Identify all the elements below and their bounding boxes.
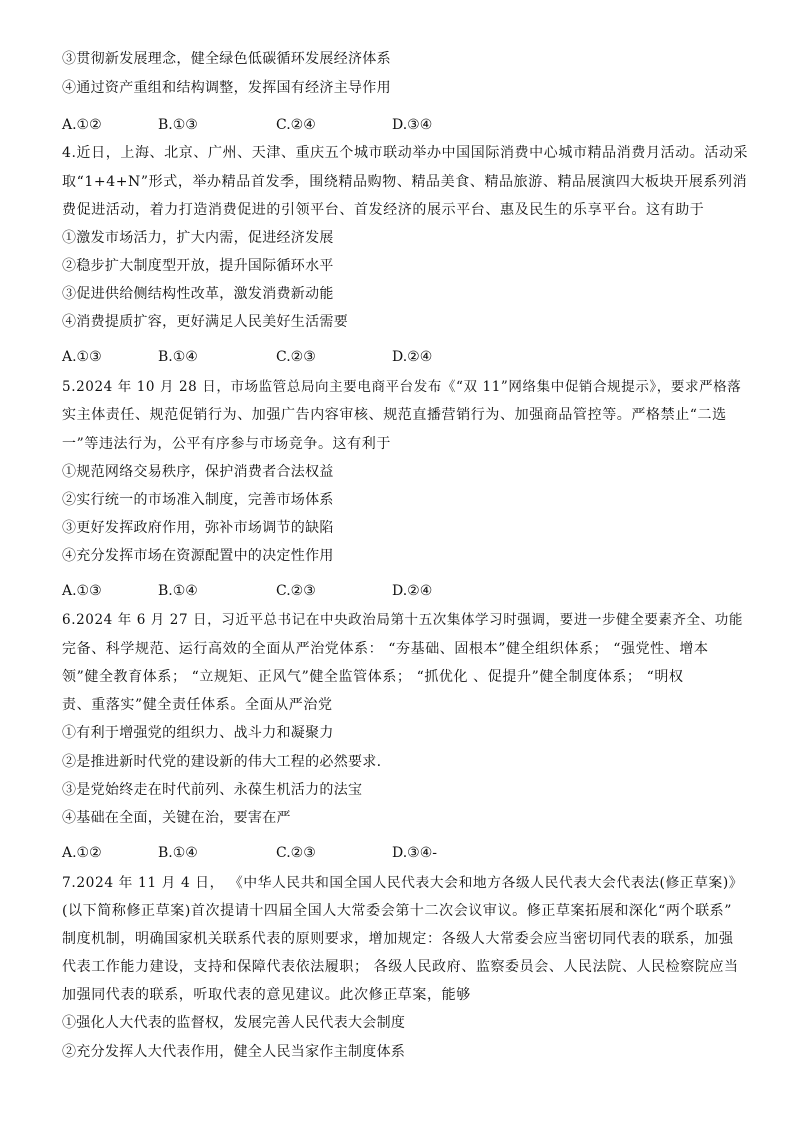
q6-stem-line-4: 责、重落实”健全责任体系。全面从严治党 [62,697,333,713]
q6-stem-line-1: 6.2024 年 6 月 27 日，习近平总书记在中央政治局第十五次集体学习时强调，要进一步健全要素齐全、功能 [62,612,743,628]
q5-stem-line-1: 5.2024 年 10 月 28 日，市场监管总局向主要电商平台发布《“双 11”网络集中促销合规提示》，要求严格落 [62,379,742,395]
q6-option-a[interactable]: A.①② [62,845,102,861]
q5-item-2: ②实行统一的市场准入制度，完善市场体系 [62,492,334,508]
q4-option-d[interactable]: D.②④ [392,349,433,365]
q7-item-1: ①强化人大代表的监督权，发展完善人民代表大会制度 [62,1015,406,1031]
q4-stem-line-1: 4.近日，上海、北京、广州、天津、重庆五个城市联动举办中国国际消费中心城市精品消费月活动。活动采 [62,145,749,161]
q3-item-4: ④通过资产重组和结构调整，发挥国有经济主导作用 [62,80,391,96]
q4-option-a[interactable]: A.①③ [62,349,102,365]
q7-stem-line-4: 代表工作能力建设，支持和保障代表依法履职； 各级人民政府、监察委员会、人民法院、人民检察院应当 [62,959,739,975]
q7-stem-line-2: (以下简称修正草案)首次提请十四届全国人大常委会第十二次会议审议。修正草案拓展和深化“两个联系” [62,903,733,919]
q4-stem-line-2: 取“1+4+N”形式，举办精品首发季，围绕精品购物、精品美食、精品旅游、精品展演四大板块开展系列消 [62,174,748,190]
q5-stem-line-3: 一”等违法行为，公平有序参与市场竞争。这有利于 [62,436,391,452]
q6-item-4: ④基础在全面，关键在治，要害在严 [62,810,291,826]
q3-option-b[interactable]: B.①③ [158,117,198,133]
q6-option-b[interactable]: B.①④ [158,845,198,861]
q3-item-3: ③贯彻新发展理念，健全绿色低碳循环发展经济体系 [62,51,391,67]
q3-option-d[interactable]: D.③④ [392,117,433,133]
q6-item-2: ②是推进新时代党的建设新的伟大工程的必然要求. [62,754,382,770]
q5-option-c[interactable]: C.②③ [276,583,316,599]
q5-item-1: ①规范网络交易秩序，保护消费者合法权益 [62,464,334,480]
q4-item-1: ①激发市场活力，扩大内需，促进经济发展 [62,230,334,246]
q5-option-d[interactable]: D.②④ [392,583,433,599]
q5-item-4: ④充分发挥市场在资源配置中的决定性作用 [62,548,334,564]
q4-item-4: ④消费提质扩容，更好满足人民美好生活需要 [62,314,348,330]
q4-option-c[interactable]: C.②③ [276,349,316,365]
q3-option-a[interactable]: A.①② [62,117,102,133]
q3-option-c[interactable]: C.②④ [276,117,316,133]
q7-item-2: ②充分发挥人大代表作用，健全人民当家作主制度体系 [62,1044,406,1060]
q6-option-c[interactable]: C.②③ [276,845,316,861]
q4-item-2: ②稳步扩大制度型开放，提升国际循环水平 [62,258,334,274]
q6-stem-line-3: 领”健全教育体系； “立规矩、正风气”健全监管体系； “抓优化 、促提升”健全制度体系； “明权 [62,669,684,685]
q4-item-3: ③促进供给侧结构性改革，激发消费新动能 [62,286,334,302]
q6-item-1: ①有利于增强党的组织力、战斗力和凝聚力 [62,725,334,741]
q7-stem-line-5: 加强同代表的联系，听取代表的意见建议。此次修正草案，能够 [62,987,471,1003]
q4-stem-line-3: 费促进活动，着力打造消费促进的引领平台、首发经济的展示平台、惠及民生的乐享平台。这有助于 [62,202,705,218]
q5-option-b[interactable]: B.①④ [158,583,198,599]
q6-option-d[interactable]: D.③④- [392,845,438,861]
q5-stem-line-2: 实主体责任、规范促销行为、加强广告内容审核、规范直播营销行为、加强商品管控等。严格禁止“二选 [62,407,727,423]
q7-stem-line-1: 7.2024 年 11 月 4 日， 《中华人民共和国全国人民代表大会和地方各级人民代表大会代表法(修正草案)》 [62,875,744,891]
q6-item-3: ③是党始终走在时代前列、永葆生机活力的法宝 [62,782,363,798]
q5-option-a[interactable]: A.①③ [62,583,102,599]
q4-option-b[interactable]: B.①④ [158,349,198,365]
q6-stem-line-2: 完备、科学规范、运行高效的全面从严治党体系： “夯基础、固根本”健全组织体系； “强党性、增本 [62,641,709,657]
q7-stem-line-3: 制度机制，明确国家机关联系代表的原则要求，增加规定：各级人大常委会应当密切同代表的联系，加强 [62,931,734,947]
q5-item-3: ③更好发挥政府作用，弥补市场调节的缺陷 [62,520,334,536]
